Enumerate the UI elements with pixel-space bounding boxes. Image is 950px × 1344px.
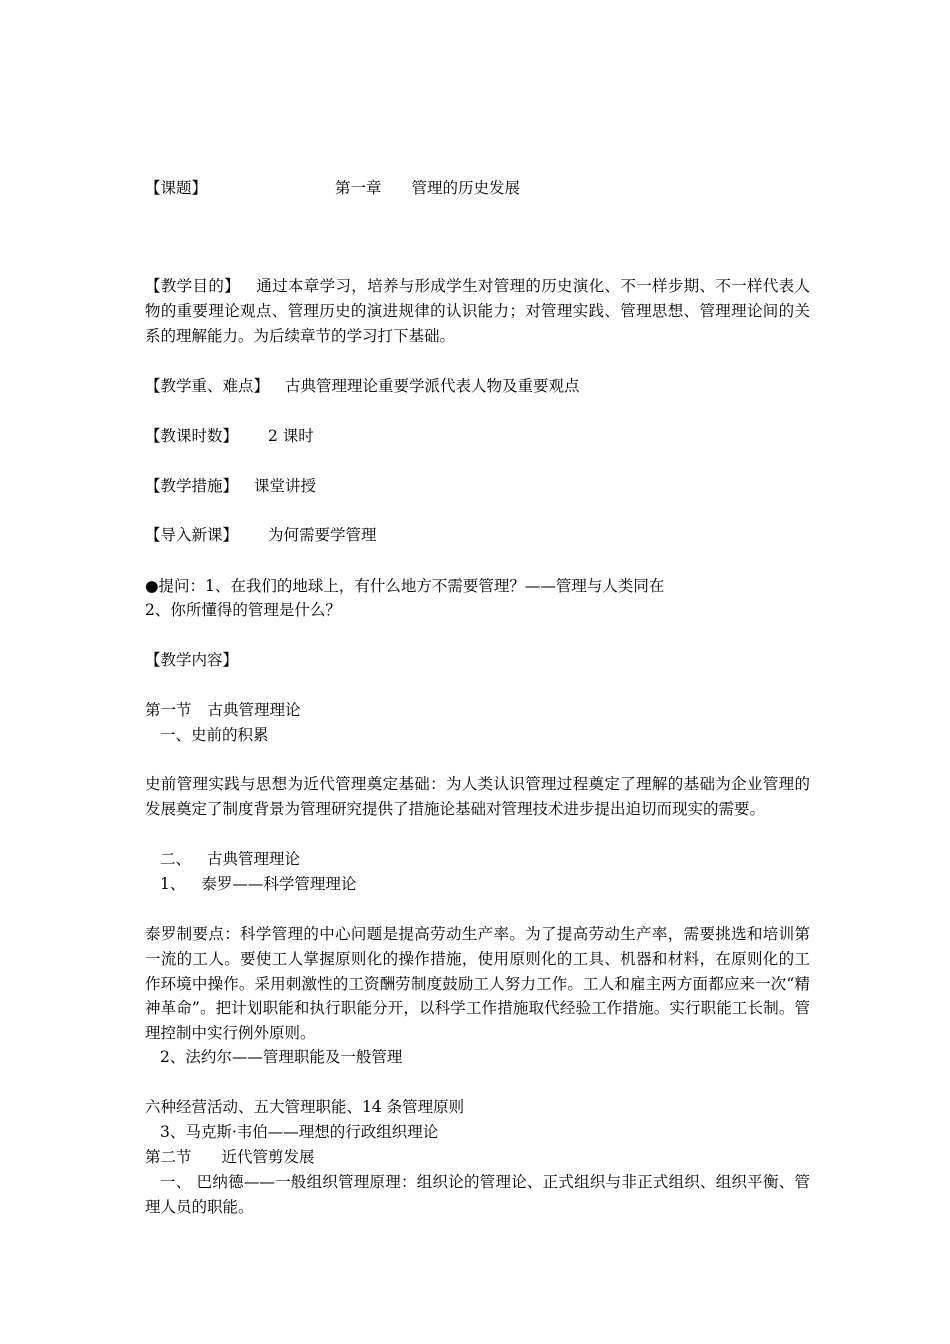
content-label: 【教学内容】 bbox=[145, 651, 239, 669]
section1-title: 第一节 bbox=[145, 701, 192, 719]
section1-heading bbox=[145, 698, 301, 723]
section1-sub2-num: 二、 bbox=[160, 850, 192, 868]
section2-title: 第二节 bbox=[145, 1148, 192, 1166]
chapter-number: 第一章 bbox=[335, 179, 382, 197]
chapter-title: 管理的历史发展 bbox=[411, 179, 521, 197]
section1-item1-num: 1、 bbox=[160, 875, 186, 893]
hours-text: 2 课时 bbox=[268, 427, 314, 445]
topic-label: 【课题】 bbox=[145, 179, 208, 197]
section1-sub2 bbox=[160, 847, 300, 872]
hours-label: 【教课时数】 bbox=[145, 427, 239, 445]
section1-item1 bbox=[160, 872, 356, 897]
key-points-line bbox=[145, 374, 580, 399]
hours-line bbox=[145, 424, 314, 449]
measures-text: 课堂讲授 bbox=[254, 477, 317, 495]
topic-line bbox=[145, 176, 520, 201]
section1-item2: 2、法约尔——管理职能及一般管理 bbox=[160, 1048, 403, 1066]
section1-item1-text: 泰罗——科学管理理论 bbox=[201, 875, 357, 893]
objective-label: 【教学目的】 bbox=[145, 277, 240, 295]
section1-sub2-text: 古典管理理论 bbox=[207, 850, 301, 868]
section2-heading bbox=[145, 1145, 315, 1170]
section1-title-text: 古典管理理论 bbox=[207, 701, 301, 719]
intro-line bbox=[145, 523, 377, 548]
question-2: 2、你所懂得的管理是什么？ bbox=[145, 601, 341, 619]
section1-item3: 3、马克斯·韦伯——理想的行政组织理论 bbox=[160, 1123, 439, 1141]
section1-paragraph2: 泰罗制要点：科学管理的中心问题是提高劳动生产率。为了提高劳动生产率，需要挑选和培训第一流的工人。要使工人掌握原则化的操作措施，使用原则化的工具、机器和材料，在原则化的工作环境中操作。采用刺激性的工资酬劳制度鼓励工人努力工作。工人和雇主两方面都应来一次“精神革命”。把计划职能和执行职能分开，以科学工作措施取代经验工作措施。实行职能工长制。管理控制中实行例外原则。 bbox=[145, 925, 810, 1043]
intro-text: 为何需要学管理 bbox=[268, 526, 377, 544]
key-points-text: 古典管理理论重要学派代表人物及重要观点 bbox=[285, 377, 580, 395]
section1-paragraph3: 六种经营活动、五大管理职能、14 条管理原则 bbox=[145, 1098, 465, 1116]
objective-text: 通过本章学习，培养与形成学生对管理的历史演化、不一样步期、不一样代表人物的重要理论观点、管理历史的演进规律的认识能力；对管理实践、管理思想、管理理论间的关系的理解能力。为后续章节的学习打下基础。 bbox=[145, 277, 810, 345]
measures-label: 【教学措施】 bbox=[145, 477, 239, 495]
key-points-label: 【教学重、难点】 bbox=[145, 377, 270, 395]
intro-label: 【导入新课】 bbox=[145, 526, 239, 544]
question-1: ●提问：1、在我们的地球上，有什么地方不需要管理？——管理与人类同在 bbox=[145, 577, 665, 595]
section1-sub1: 一、史前的积累 bbox=[160, 726, 269, 744]
objective-paragraph bbox=[145, 274, 810, 348]
section2-title-text: 近代管剪发展 bbox=[221, 1148, 315, 1166]
section1-paragraph1: 史前管理实践与思想为近代管理奠定基础：为人类认识管理过程奠定了理解的基础为企业管理的发展奠定了制度背景为管理研究提供了措施论基础对管理技术进步提出迫切而现实的需要。 bbox=[145, 775, 810, 818]
measures-line bbox=[145, 474, 316, 499]
section2-paragraph1: 一、 巴纳德——一般组织管理原理：组织论的管理论、正式组织与非正式组织、组织平衡、管理人员的职能。 bbox=[145, 1173, 810, 1216]
